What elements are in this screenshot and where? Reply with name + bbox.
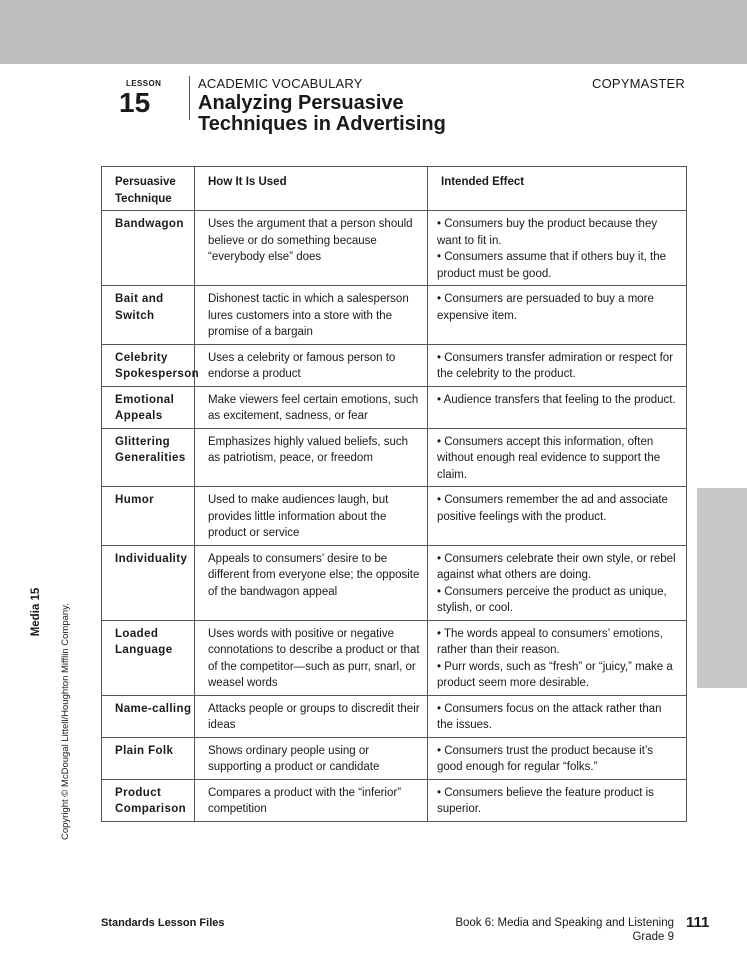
- lesson-number: 15: [119, 87, 151, 118]
- technique-name: Emotional Appeals: [102, 386, 195, 428]
- technique-usage: Emphasizes highly valued beliefs, such as patriotism, peace, or freedom: [195, 428, 428, 487]
- technique-name: Humor: [102, 487, 195, 546]
- footer-grade: Grade 9: [632, 931, 674, 943]
- technique-name: Name-calling: [102, 695, 195, 737]
- technique-name: Bait and Switch: [102, 286, 195, 345]
- lesson-label: LESSON: [126, 79, 162, 88]
- technique-name: Product Comparison: [102, 779, 195, 821]
- technique-usage: Uses a celebrity or famous person to endorse a product: [195, 344, 428, 386]
- section-label: ACADEMIC VOCABULARY: [198, 76, 363, 91]
- effect-bullet: • Consumers assume that if others buy it, the product must be good.: [437, 251, 667, 280]
- copymaster-label: COPYMASTER: [591, 76, 685, 91]
- technique-usage: Appeals to consumers’ desire to be different from everyone else; the opposite of the bandwagon appeal: [195, 545, 428, 620]
- intended-effect: [428, 695, 687, 737]
- header-divider: [189, 76, 190, 120]
- top-gray-band: [0, 0, 747, 64]
- effect-bullet: • Consumers perceive the product as unique, stylish, or cool.: [437, 585, 667, 614]
- table-row: [102, 620, 687, 695]
- intended-effect: [428, 428, 687, 487]
- intended-effect: [428, 211, 687, 286]
- technique-usage: Attacks people or groups to discredit their ideas: [195, 695, 428, 737]
- page-title: [198, 93, 618, 135]
- technique-name: Plain Folk: [102, 737, 195, 779]
- effect-bullet: • Consumers believe the feature product is superior.: [437, 786, 654, 815]
- technique-name: Bandwagon: [102, 211, 195, 286]
- technique-usage: Dishonest tactic in which a salesperson lures customers into a store with the promise of a bargain: [195, 286, 428, 345]
- technique-usage: Used to make audiences laugh, but provides little information about the product or service: [195, 487, 428, 546]
- effect-bullet: • Consumers buy the product because they want to fit in.: [437, 218, 658, 247]
- effect-bullet: • Consumers accept this information, often without enough real evidence to support the claim.: [437, 435, 661, 481]
- table-row: [102, 737, 687, 779]
- vocabulary-table: [101, 166, 687, 822]
- technique-name: Individuality: [102, 545, 195, 620]
- footer-series: Standards Lesson Files: [101, 917, 225, 929]
- intended-effect: [428, 344, 687, 386]
- intended-effect: [428, 779, 687, 821]
- intended-effect: [428, 487, 687, 546]
- table-row: [102, 211, 687, 286]
- table-row: [102, 487, 687, 546]
- intended-effect: [428, 286, 687, 345]
- technique-name: Celebrity Spokesperson: [102, 344, 195, 386]
- technique-usage: Shows ordinary people using or supporting a product or candidate: [195, 737, 428, 779]
- table-row: [102, 695, 687, 737]
- side-tab-label: Media 15: [30, 587, 42, 637]
- technique-name: Loaded Language: [102, 620, 195, 695]
- table-row: [102, 286, 687, 345]
- effect-bullet: • Consumers remember the ad and associate positive feelings with the product.: [437, 494, 668, 523]
- footer-book-title: Book 6: Media and Speaking and Listening: [455, 917, 674, 929]
- effect-bullet: • Consumers trust the product because it’s good enough for regular “folks.”: [437, 744, 654, 773]
- table-row: [102, 545, 687, 620]
- effect-bullet: • Purr words, such as “fresh” or “juicy,” make a product seem more desirable.: [437, 660, 673, 689]
- table-header-row: [102, 167, 687, 211]
- technique-usage: Uses words with positive or negative connotations to describe a product or that of the competitor—such as purr, snarl, or weasel words: [195, 620, 428, 695]
- footer-book-info: [455, 916, 674, 944]
- technique-name: Glittering Generalities: [102, 428, 195, 487]
- table-row: [102, 428, 687, 487]
- technique-usage: Uses the argument that a person should believe or do something because “everybody else” does: [195, 211, 428, 286]
- intended-effect: [428, 737, 687, 779]
- intended-effect: [428, 545, 687, 620]
- table-row: [102, 386, 687, 428]
- copyright-notice: Copyright © McDougal Littell/Houghton Mifflin Company.: [60, 603, 71, 840]
- effect-bullet: • Consumers celebrate their own style, or rebel against what others are doing.: [437, 552, 676, 581]
- intended-effect: [428, 620, 687, 695]
- intended-effect: [428, 386, 687, 428]
- effect-bullet: • Consumers transfer admiration or respect for the celebrity to the product.: [437, 351, 674, 380]
- effect-bullet: • The words appeal to consumers’ emotions, rather than their reason.: [437, 627, 663, 656]
- effect-bullet: • Audience transfers that feeling to the product.: [437, 393, 676, 406]
- page-number: 111: [686, 914, 710, 931]
- header-how-used: How It Is Used: [195, 167, 428, 211]
- side-tab: [697, 488, 747, 688]
- technique-usage: Make viewers feel certain emotions, such as excitement, sadness, or fear: [195, 386, 428, 428]
- effect-bullet: • Consumers focus on the attack rather than the issues.: [437, 702, 662, 731]
- page-title-line-2: Techniques in Advertising: [198, 113, 446, 135]
- table-row: [102, 779, 687, 821]
- header-intended-effect: Intended Effect: [428, 167, 687, 211]
- effect-bullet: • Consumers are persuaded to buy a more expensive item.: [437, 293, 654, 322]
- technique-usage: Compares a product with the “inferior” competition: [195, 779, 428, 821]
- page-title-line-1: Analyzing Persuasive: [198, 92, 404, 114]
- header-technique: Persuasive Technique: [102, 167, 195, 211]
- table-row: [102, 344, 687, 386]
